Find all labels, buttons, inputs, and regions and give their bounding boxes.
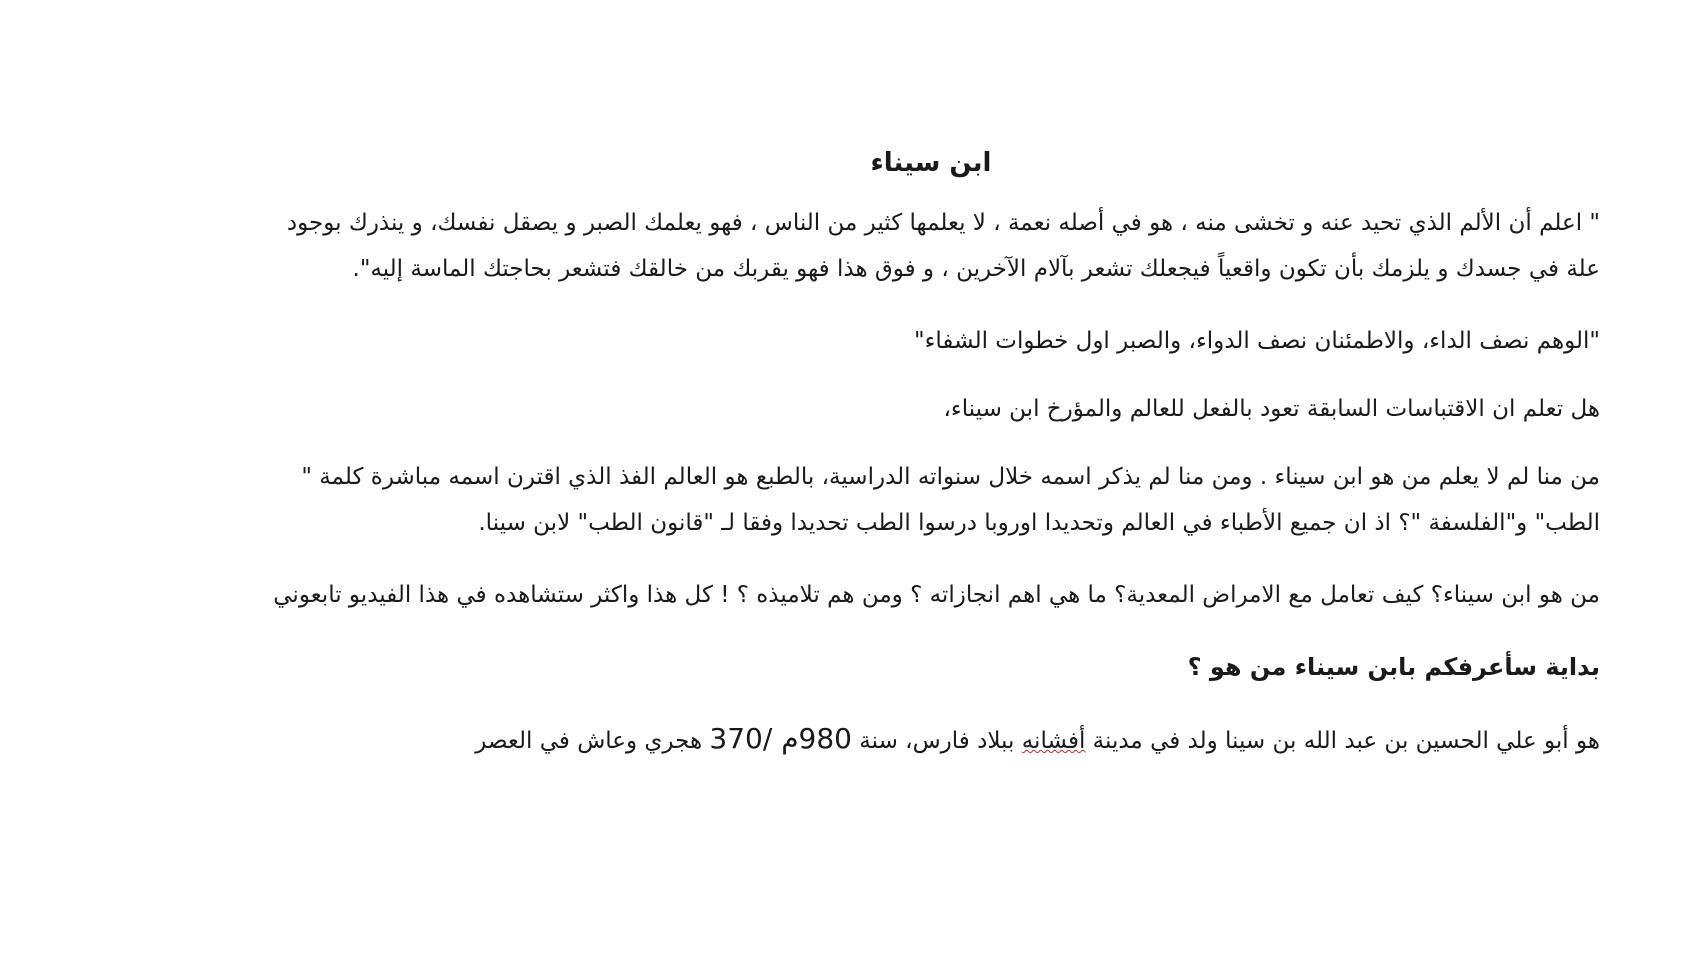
paragraph-illusion-quote: "الوهم نصف الداء، والاطمئنان نصف الدواء، والصبر اول خطوات الشفاء" [914, 328, 1600, 354]
section-heading: بداية سأعرفكم بابن سيناء من هو ؟ [1187, 653, 1600, 681]
misspelled-word: أفشانه [1021, 728, 1086, 754]
year-separator: / [762, 722, 782, 755]
paragraph-questions: من هو ابن سيناء؟ كيف تعامل مع الامراض المعدية؟ ما هي اهم انجازاته ؟ ومن هم تلاميذه ؟ ! كل هذا واكثر ستشاهده في هذا الفيديو تابعوني [273, 582, 1600, 608]
biography-text-part3: هجري وعاش في العصر [475, 728, 710, 754]
paragraph-pain-quote: " اعلم أن الألم الذي تحيد عنه و تخشى منه ، هو في أصله نعمة ، لا يعلمها كثير من الناس ، فهو يعلمك الصبر و يصقل نفسك، و ينذرك بوجود علة في جسدك و يلزمك بأن تكون واقعياً فيجعلك تشعر بآلام الآخرين ، و فوق هذا فهو يقربك من خالقك فتشعر بحاجتك الماسة إليه". [286, 210, 1600, 282]
document-body [262, 140, 1600, 790]
year-gregorian: 980م [781, 722, 852, 755]
year-hijri: 370 [709, 722, 763, 755]
biography-text-part1: هو أبو علي الحسين بن عبد الله بن سينا ولد في مدينة [1085, 728, 1600, 754]
paragraph-biography [262, 716, 1600, 764]
biography-text-part2: ببلاد فارس، سنة [852, 728, 1022, 754]
paragraph-who-knows: من منا لم لا يعلم من هو ابن سيناء . ومن منا لم يذكر اسمه خلال سنواته الدراسية، بالطبع هو العالم الفذ الذي اقترن اسمه مباشرة كلمة " الطب" و"الفلسفة "؟ اذ ان جميع الأطباء في العالم وتحديدا اوروبا درسوا الطب تحديدا وفقا لـ "قانون الطب" لابن سينا. [301, 464, 1600, 536]
document-title: ابن سيناء [870, 148, 992, 178]
paragraph-quotes-attribution: هل تعلم ان الاقتباسات السابقة تعود بالفعل للعالم والمؤرخ ابن سيناء، [943, 396, 1600, 422]
